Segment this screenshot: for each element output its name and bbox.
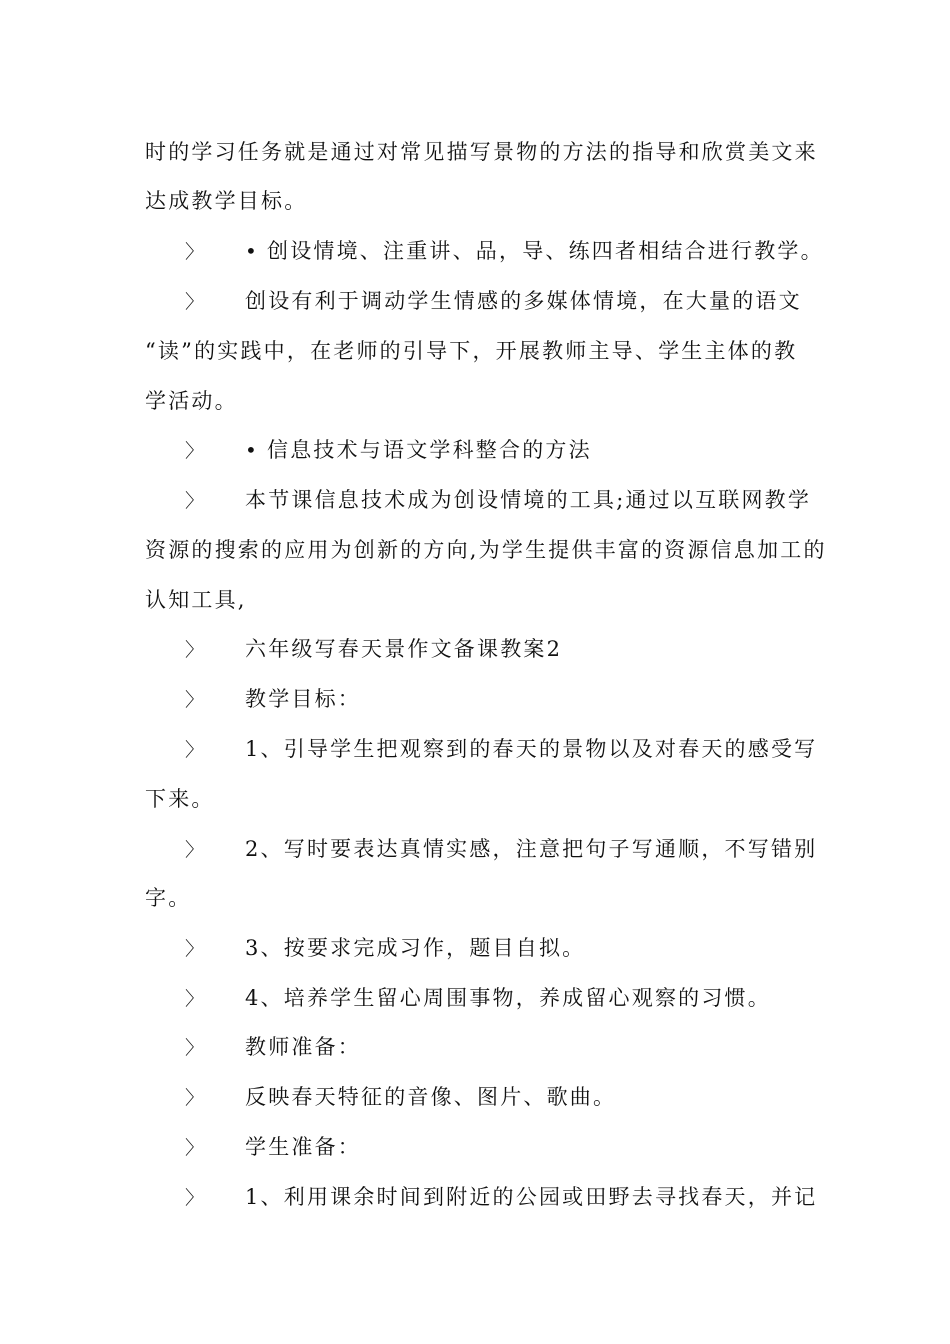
paragraph-line <box>185 724 855 774</box>
paragraph-line <box>185 973 855 1023</box>
line-text: 本节课信息技术成为创设情境的工具;通过以互联网教学 <box>245 488 812 512</box>
paragraph-line <box>185 824 855 874</box>
paragraph-line <box>145 774 815 824</box>
arrow-marker-icon: 〉 <box>185 839 207 861</box>
paragraph-line <box>145 873 815 923</box>
line-text: 教学目标： <box>245 687 361 711</box>
arrow-marker-icon: 〉 <box>185 689 207 711</box>
paragraph-line <box>145 525 827 575</box>
line-text: 下来。 <box>145 787 215 811</box>
line-text: 创设有利于调动学生情感的多媒体情境，在大量的语文 <box>245 289 802 313</box>
arrow-marker-icon: 〉 <box>185 1137 207 1159</box>
line-text: 学活动。 <box>145 389 238 413</box>
arrow-marker-icon: 〉 <box>185 988 207 1010</box>
arrow-marker-icon: 〉 <box>185 490 207 512</box>
paragraph-line <box>185 674 855 724</box>
paragraph-line <box>185 475 855 525</box>
paragraph-line <box>185 276 855 326</box>
paragraph-line <box>185 923 855 973</box>
line-text: 字。 <box>145 886 192 910</box>
line-text: “读”的实践中，在老师的引导下，开展教师主导、学生主体的教 <box>145 339 798 363</box>
arrow-marker-icon: 〉 <box>185 639 207 661</box>
arrow-marker-icon: 〉 <box>185 440 207 462</box>
line-text: 学生准备： <box>245 1135 361 1159</box>
line-text: 2、写时要表达真情实感，注意把句子写通顺，不写错别 <box>245 837 818 861</box>
line-text: 资源的搜索的应用为创新的方向,为学生提供丰富的资源信息加工的 <box>145 538 827 562</box>
line-text: 时的学习任务就是通过对常见描写景物的方法的指导和欣赏美文来 <box>145 140 818 164</box>
paragraph-line <box>145 176 815 226</box>
line-text: 认知工具, <box>145 588 247 612</box>
line-text: 反映春天特征的音像、图片、歌曲。 <box>245 1085 617 1109</box>
paragraph-line <box>185 425 855 475</box>
paragraph-line <box>185 1072 855 1122</box>
paragraph-line <box>185 1122 855 1172</box>
line-text: 1、利用课余时间到附近的公园或田野去寻找春天，并记 <box>245 1185 818 1209</box>
line-text: • 信息技术与语文学科整合的方法 <box>245 438 592 462</box>
paragraph-line <box>185 1172 855 1222</box>
arrow-marker-icon: 〉 <box>185 1037 207 1059</box>
arrow-marker-icon: 〉 <box>185 1187 207 1209</box>
paragraph-line <box>185 1022 855 1072</box>
line-text: 1、引导学生把观察到的春天的景物以及对春天的感受写 <box>245 737 818 761</box>
line-text: • 创设情境、注重讲、品，导、练四者相结合进行教学。 <box>245 239 824 263</box>
paragraph-line <box>145 127 818 177</box>
line-text: 教师准备： <box>245 1035 361 1059</box>
line-text: 达成教学目标。 <box>145 189 308 213</box>
paragraph-line <box>185 226 855 276</box>
paragraph-line <box>145 575 815 625</box>
paragraph-line <box>185 624 855 674</box>
arrow-marker-icon: 〉 <box>185 241 207 263</box>
paragraph-line <box>145 326 815 376</box>
line-text: 六年级写春天景作文备课教案2 <box>245 637 563 661</box>
arrow-marker-icon: 〉 <box>185 938 207 960</box>
arrow-marker-icon: 〉 <box>185 291 207 313</box>
line-text: 4、培养学生留心周围事物，养成留心观察的习惯。 <box>245 986 771 1010</box>
arrow-marker-icon: 〉 <box>185 1087 207 1109</box>
line-text: 3、按要求完成习作，题目自拟。 <box>245 936 586 960</box>
paragraph-line <box>145 376 815 426</box>
arrow-marker-icon: 〉 <box>185 739 207 761</box>
